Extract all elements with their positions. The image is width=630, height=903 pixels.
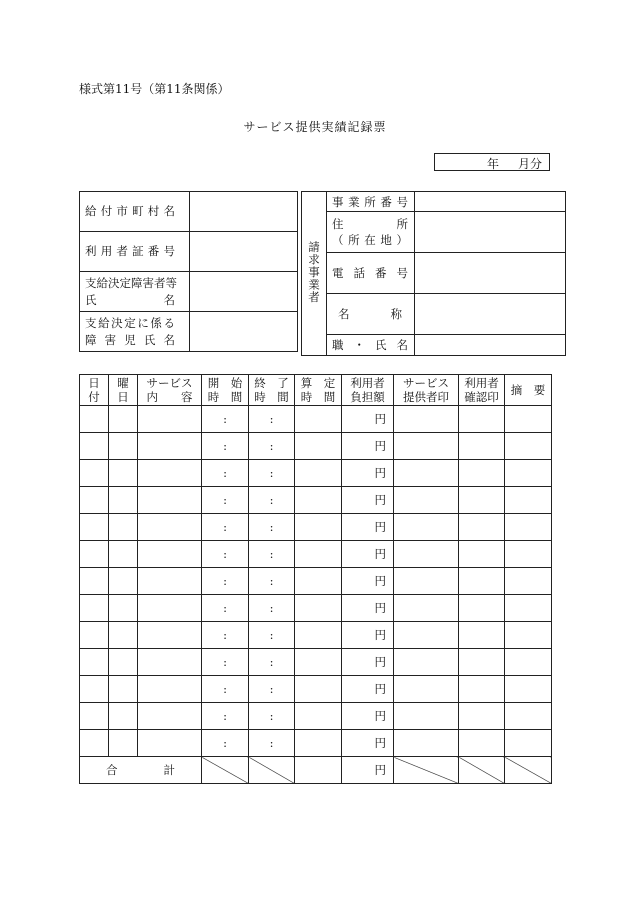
burden-cell[interactable]: 円 (342, 514, 394, 541)
col-end-time: 終 了 時 間 (249, 375, 295, 406)
remarks-cell[interactable] (505, 622, 552, 649)
provider-seal-cell[interactable] (394, 406, 459, 433)
start-time-cell[interactable]: : (202, 568, 249, 595)
position-name-field[interactable] (415, 335, 566, 356)
total-start-diagonal (202, 757, 249, 784)
total-label: 合 計 (80, 757, 202, 784)
col-service: サービス 内 容 (138, 375, 202, 406)
calc-time-cell[interactable] (295, 676, 342, 703)
start-time-cell[interactable]: : (202, 595, 249, 622)
calc-time-cell[interactable] (295, 703, 342, 730)
date-cell[interactable] (80, 595, 109, 622)
burden-cell[interactable]: 円 (342, 541, 394, 568)
start-time-cell[interactable]: : (202, 703, 249, 730)
calc-time-cell[interactable] (295, 622, 342, 649)
remarks-cell[interactable] (505, 649, 552, 676)
start-time-cell[interactable]: : (202, 487, 249, 514)
table-row (80, 514, 552, 541)
year-label: 年 (487, 157, 500, 171)
provider-seal-cell[interactable] (394, 649, 459, 676)
date-cell[interactable] (80, 514, 109, 541)
weekday-cell[interactable] (109, 460, 138, 487)
total-burden-cell[interactable]: 円 (342, 757, 394, 784)
user-seal-cell[interactable] (459, 568, 505, 595)
end-time-cell[interactable]: : (249, 406, 295, 433)
weekday-cell[interactable] (109, 406, 138, 433)
table-row (80, 649, 552, 676)
form-number: 様式第11号（第11条関係） (79, 82, 230, 96)
billing-provider-label: 請求事業者 (302, 192, 327, 356)
burden-cell[interactable]: 円 (342, 595, 394, 622)
start-time-cell[interactable]: : (202, 433, 249, 460)
municipality-field[interactable] (190, 192, 298, 232)
user-seal-cell[interactable] (459, 406, 505, 433)
office-no-label: 事業所番号 (327, 192, 415, 212)
burden-cell[interactable]: 円 (342, 649, 394, 676)
calc-time-cell[interactable] (295, 649, 342, 676)
office-no-field[interactable] (415, 192, 566, 212)
col-weekday: 曜 日 (109, 375, 138, 406)
provider-seal-cell[interactable] (394, 460, 459, 487)
total-remarks-diagonal (505, 757, 552, 784)
child-name-label: 支給決定に係る 障害児氏名 (80, 312, 190, 352)
service-cell[interactable] (138, 595, 202, 622)
total-user-diagonal (459, 757, 505, 784)
end-time-cell[interactable]: : (249, 568, 295, 595)
table-header-row (80, 375, 552, 406)
calc-time-cell[interactable] (295, 460, 342, 487)
user-cert-field[interactable] (190, 232, 298, 272)
end-time-cell[interactable]: : (249, 487, 295, 514)
remarks-cell[interactable] (505, 487, 552, 514)
date-cell[interactable] (80, 541, 109, 568)
end-time-cell[interactable]: : (249, 730, 295, 757)
service-record-table (79, 374, 552, 784)
calc-time-cell[interactable] (295, 541, 342, 568)
recipient-info-table (79, 191, 298, 352)
total-provider-diagonal (394, 757, 459, 784)
weekday-cell[interactable] (109, 487, 138, 514)
weekday-cell[interactable] (109, 703, 138, 730)
calc-time-cell[interactable] (295, 406, 342, 433)
weekday-cell[interactable] (109, 514, 138, 541)
table-row (80, 487, 552, 514)
remarks-cell[interactable] (505, 514, 552, 541)
user-seal-cell[interactable] (459, 460, 505, 487)
guardian-name-label: 支給決定障害者等 氏 名 (80, 272, 190, 312)
weekday-cell[interactable] (109, 433, 138, 460)
remarks-cell[interactable] (505, 568, 552, 595)
weekday-cell[interactable] (109, 541, 138, 568)
date-cell[interactable] (80, 460, 109, 487)
end-time-cell[interactable]: : (249, 703, 295, 730)
start-time-cell[interactable]: : (202, 730, 249, 757)
service-cell[interactable] (138, 514, 202, 541)
provider-seal-cell[interactable] (394, 595, 459, 622)
start-time-cell[interactable]: : (202, 460, 249, 487)
weekday-cell[interactable] (109, 730, 138, 757)
year-month-field[interactable] (434, 153, 550, 171)
provider-seal-cell[interactable] (394, 487, 459, 514)
remarks-cell[interactable] (505, 595, 552, 622)
calc-time-cell[interactable] (295, 568, 342, 595)
user-seal-cell[interactable] (459, 622, 505, 649)
start-time-cell[interactable]: : (202, 514, 249, 541)
table-row (80, 541, 552, 568)
total-calc-cell[interactable] (295, 757, 342, 784)
provider-seal-cell[interactable] (394, 514, 459, 541)
table-row (80, 595, 552, 622)
address-field[interactable] (415, 212, 566, 253)
service-cell[interactable] (138, 568, 202, 595)
provider-name-field[interactable] (415, 294, 566, 335)
table-row (80, 460, 552, 487)
provider-seal-cell[interactable] (394, 730, 459, 757)
weekday-cell[interactable] (109, 649, 138, 676)
end-time-cell[interactable]: : (249, 595, 295, 622)
provider-seal-cell[interactable] (394, 676, 459, 703)
table-row (80, 730, 552, 757)
table-row (80, 676, 552, 703)
user-seal-cell[interactable] (459, 487, 505, 514)
table-row (80, 703, 552, 730)
remarks-cell[interactable] (505, 433, 552, 460)
start-time-cell[interactable]: : (202, 649, 249, 676)
end-time-cell[interactable]: : (249, 676, 295, 703)
provider-name-label: 名 称 (327, 294, 415, 335)
end-time-cell[interactable]: : (249, 433, 295, 460)
remarks-cell[interactable] (505, 703, 552, 730)
burden-cell[interactable]: 円 (342, 460, 394, 487)
calc-time-cell[interactable] (295, 595, 342, 622)
total-end-diagonal (249, 757, 295, 784)
table-row (80, 568, 552, 595)
remarks-cell[interactable] (505, 676, 552, 703)
end-time-cell[interactable]: : (249, 460, 295, 487)
date-cell[interactable] (80, 406, 109, 433)
month-label: 月分 (518, 157, 543, 171)
service-cell[interactable] (138, 730, 202, 757)
start-time-cell[interactable]: : (202, 622, 249, 649)
service-cell[interactable] (138, 460, 202, 487)
col-provider-seal: サービス 提供者印 (394, 375, 459, 406)
col-user-burden: 利用者 負担額 (342, 375, 394, 406)
table-row (80, 406, 552, 433)
service-cell[interactable] (138, 406, 202, 433)
user-seal-cell[interactable] (459, 595, 505, 622)
date-cell[interactable] (80, 433, 109, 460)
provider-info-table (301, 191, 566, 356)
provider-seal-cell[interactable] (394, 433, 459, 460)
end-time-cell[interactable]: : (249, 649, 295, 676)
date-cell[interactable] (80, 649, 109, 676)
municipality-label: 給付市町村名 (80, 192, 190, 232)
guardian-name-field[interactable] (190, 272, 298, 312)
burden-cell[interactable]: 円 (342, 487, 394, 514)
remarks-cell[interactable] (505, 406, 552, 433)
document-title: サービス提供実績記録票 (243, 120, 387, 134)
calc-time-cell[interactable] (295, 433, 342, 460)
burden-cell[interactable]: 円 (342, 676, 394, 703)
col-calc-time: 算 定 時 間 (295, 375, 342, 406)
service-cell[interactable] (138, 541, 202, 568)
provider-seal-cell[interactable] (394, 541, 459, 568)
user-seal-cell[interactable] (459, 649, 505, 676)
total-row (80, 757, 552, 784)
start-time-cell[interactable]: : (202, 676, 249, 703)
start-time-cell[interactable]: : (202, 541, 249, 568)
user-seal-cell[interactable] (459, 676, 505, 703)
date-cell[interactable] (80, 703, 109, 730)
burden-cell[interactable]: 円 (342, 568, 394, 595)
weekday-cell[interactable] (109, 622, 138, 649)
col-user-seal: 利用者 確認印 (459, 375, 505, 406)
provider-seal-cell[interactable] (394, 568, 459, 595)
col-date: 日 付 (80, 375, 109, 406)
user-seal-cell[interactable] (459, 730, 505, 757)
burden-cell[interactable]: 円 (342, 406, 394, 433)
service-cell[interactable] (138, 703, 202, 730)
remarks-cell[interactable] (505, 730, 552, 757)
calc-time-cell[interactable] (295, 514, 342, 541)
weekday-cell[interactable] (109, 568, 138, 595)
burden-cell[interactable]: 円 (342, 730, 394, 757)
address-label: 住 所 （所在地） (327, 212, 415, 253)
col-remarks: 摘 要 (505, 375, 552, 406)
provider-seal-cell[interactable] (394, 622, 459, 649)
user-seal-cell[interactable] (459, 514, 505, 541)
phone-field[interactable] (415, 253, 566, 294)
date-cell[interactable] (80, 568, 109, 595)
burden-cell[interactable]: 円 (342, 433, 394, 460)
weekday-cell[interactable] (109, 595, 138, 622)
remarks-cell[interactable] (505, 460, 552, 487)
child-name-field[interactable] (190, 312, 298, 352)
position-name-label: 職・氏名 (327, 335, 415, 356)
col-start-time: 開 始 時 間 (202, 375, 249, 406)
date-cell[interactable] (80, 487, 109, 514)
calc-time-cell[interactable] (295, 730, 342, 757)
end-time-cell[interactable]: : (249, 541, 295, 568)
calc-time-cell[interactable] (295, 487, 342, 514)
weekday-cell[interactable] (109, 676, 138, 703)
date-cell[interactable] (80, 730, 109, 757)
user-seal-cell[interactable] (459, 541, 505, 568)
service-cell[interactable] (138, 622, 202, 649)
table-row (80, 433, 552, 460)
date-cell[interactable] (80, 676, 109, 703)
date-cell[interactable] (80, 622, 109, 649)
service-cell[interactable] (138, 649, 202, 676)
table-row (80, 622, 552, 649)
start-time-cell[interactable]: : (202, 406, 249, 433)
user-cert-label: 利用者証番号 (80, 232, 190, 272)
end-time-cell[interactable]: : (249, 514, 295, 541)
user-seal-cell[interactable] (459, 433, 505, 460)
phone-label: 電話番号 (327, 253, 415, 294)
end-time-cell[interactable]: : (249, 622, 295, 649)
service-cell[interactable] (138, 676, 202, 703)
burden-cell[interactable]: 円 (342, 703, 394, 730)
burden-cell[interactable]: 円 (342, 622, 394, 649)
provider-seal-cell[interactable] (394, 703, 459, 730)
service-cell[interactable] (138, 487, 202, 514)
service-cell[interactable] (138, 433, 202, 460)
user-seal-cell[interactable] (459, 703, 505, 730)
remarks-cell[interactable] (505, 541, 552, 568)
